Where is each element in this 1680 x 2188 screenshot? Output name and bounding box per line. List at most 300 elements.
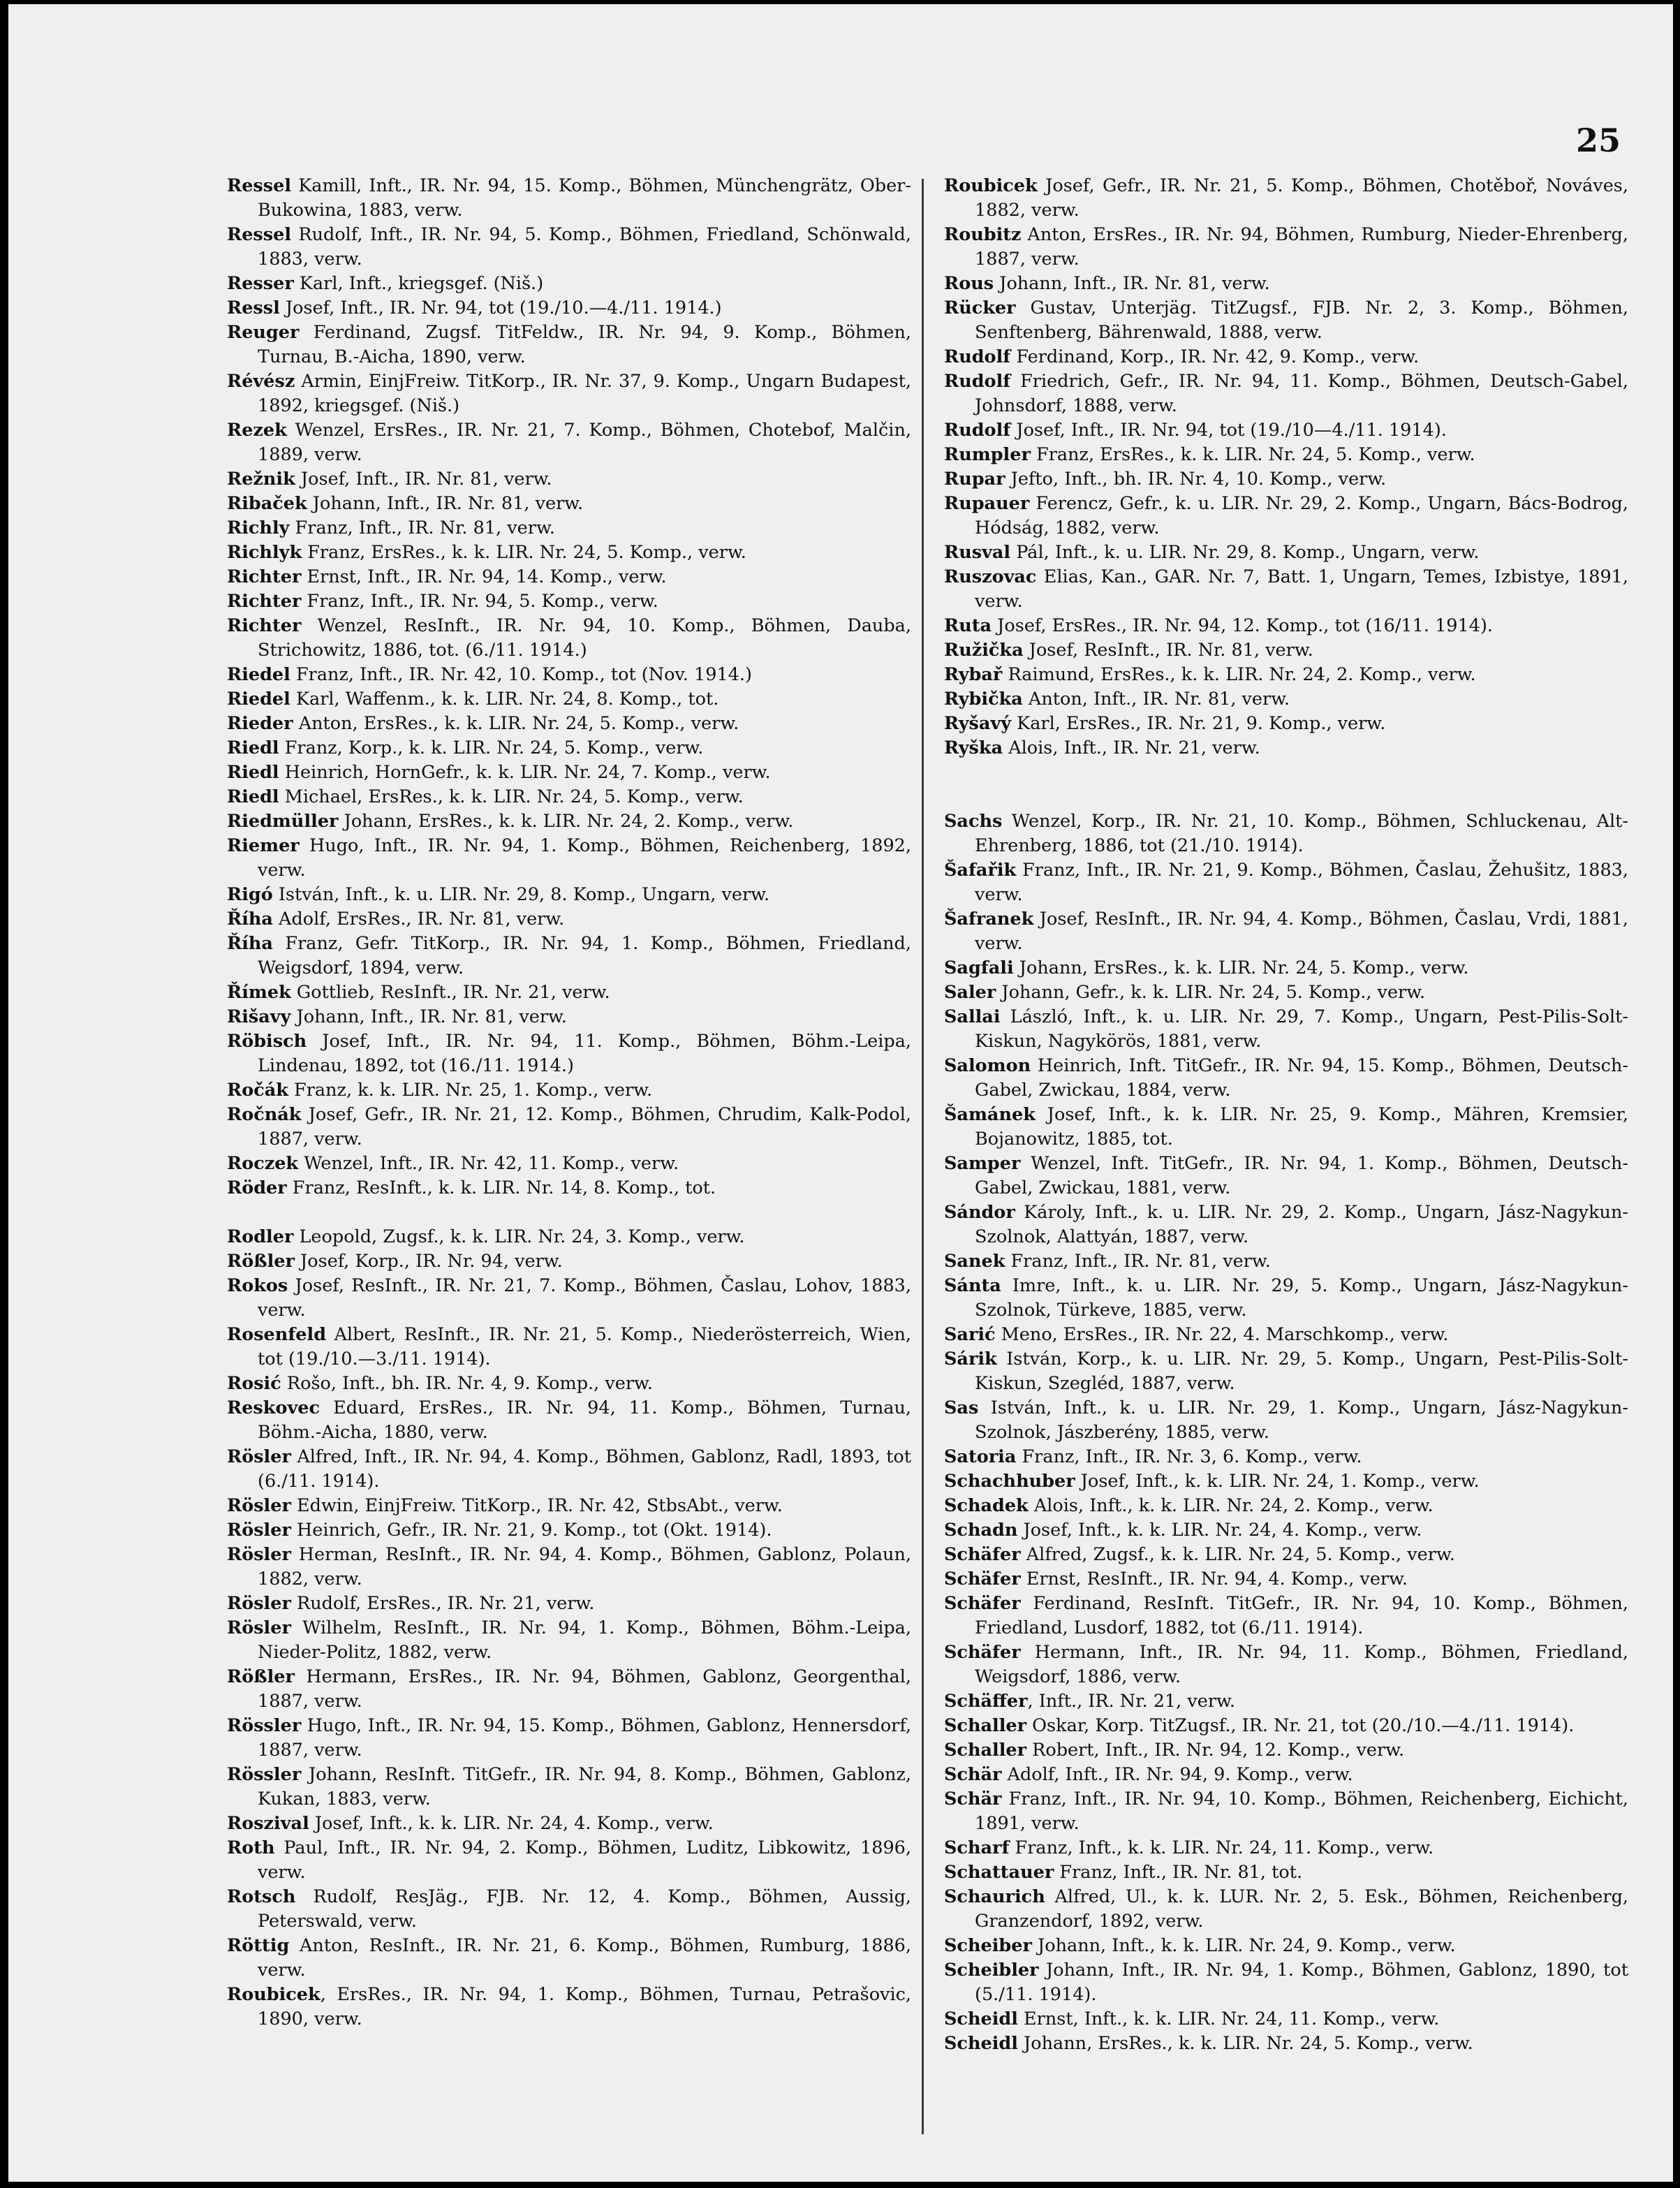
list-entry bbox=[227, 565, 911, 589]
entry-details: Franz, Inft., IR. Nr. 42, 10. Komp., tot (Nov. 1914.) bbox=[290, 664, 752, 685]
list-entry bbox=[944, 1152, 1628, 1201]
list-entry bbox=[944, 858, 1628, 907]
list-entry bbox=[227, 834, 911, 883]
list-entry bbox=[227, 1494, 911, 1518]
entry-details: Franz, ErsRes., k. k. LIR. Nr. 24, 5. Komp., verw. bbox=[1030, 444, 1475, 465]
entry-details: Alfred, Inft., IR. Nr. 94, 4. Komp., Böhmen, Gablonz, Radl, 1893, tot (6./11. 1914). bbox=[258, 1446, 911, 1492]
entry-surname: Ryška bbox=[944, 737, 1003, 758]
entry-surname: Roubicek bbox=[227, 1984, 320, 2005]
entry-surname: Sallai bbox=[944, 1006, 1001, 1027]
list-entry bbox=[227, 1249, 911, 1274]
list-entry bbox=[227, 174, 911, 223]
list-entry bbox=[944, 712, 1628, 736]
list-entry bbox=[944, 1054, 1628, 1103]
list-entry bbox=[944, 981, 1628, 1005]
entry-surname: Rupar bbox=[944, 469, 1005, 490]
list-entry bbox=[227, 809, 911, 834]
entry-surname: Sarić bbox=[944, 1324, 996, 1345]
entry-surname: Rezek bbox=[227, 420, 287, 441]
entry-surname: Schaller bbox=[944, 1740, 1027, 1761]
entry-surname: Schäfer bbox=[944, 1544, 1021, 1565]
entry-details: Josef, ResInft., IR. Nr. 81, verw. bbox=[1023, 640, 1313, 661]
entry-details: Leopold, Zugsf., k. k. LIR. Nr. 24, 3. Komp., verw. bbox=[293, 1226, 745, 1247]
entry-details: László, Inft., k. u. LIR. Nr. 29, 7. Komp., Ungarn, Pest-Pilis-Solt-Kiskun, Nagykörös, 1881, verw. bbox=[975, 1006, 1628, 1052]
entry-details: Adolf, ErsRes., IR. Nr. 81, verw. bbox=[272, 909, 565, 930]
entry-details: Franz, Gefr. TitKorp., IR. Nr. 94, 1. Komp., Böhmen, Friedland, Weigsdorf, 1894, verw. bbox=[258, 933, 911, 978]
entry-surname: Saler bbox=[944, 982, 996, 1003]
list-entry bbox=[227, 907, 911, 932]
entry-details: Ferdinand, Zugsf. TitFeldw., IR. Nr. 94, 9. Komp., Böhmen, Turnau, B.-Aicha, 1890, verw. bbox=[258, 322, 911, 367]
entry-details: Johann, Inft., IR. Nr. 81, verw. bbox=[290, 1006, 567, 1027]
entry-details: Josef, Gefr., IR. Nr. 21, 12. Komp., Böhmen, Chrudim, Kalk-Podol, 1887, verw. bbox=[258, 1104, 911, 1150]
list-entry bbox=[944, 1640, 1628, 1689]
entry-details: Johann, ErsRes., k. k. LIR. Nr. 24, 2. Komp., verw. bbox=[338, 811, 794, 832]
list-entry bbox=[227, 1714, 911, 1763]
entry-surname: Reuger bbox=[227, 322, 300, 343]
entry-details: Franz, Inft., IR. Nr. 81, tot. bbox=[1054, 1862, 1303, 1883]
entry-details: Friedrich, Gefr., IR. Nr. 94, 11. Komp., Böhmen, Deutsch-Gabel, Johnsdorf, 1888, verw. bbox=[975, 371, 1628, 416]
list-entry bbox=[944, 1738, 1628, 1763]
list-entry bbox=[944, 2032, 1628, 2056]
entry-surname: Ryšavý bbox=[944, 713, 1012, 734]
entry-details: Franz, Inft., IR. Nr. 21, 9. Komp., Böhmen, Časlau, Žehušitz, 1883, verw. bbox=[975, 860, 1628, 905]
entry-details: Alfred, Ul., k. k. LUR. Nr. 2, 5. Esk., Böhmen, Reichenberg, Granzendorf, 1892, verw. bbox=[975, 1886, 1628, 1932]
entry-details: Josef, Gefr., IR. Nr. 21, 5. Komp., Böhmen, Chotěboř, Nováves, 1882, verw. bbox=[975, 175, 1628, 221]
list-entry bbox=[944, 1787, 1628, 1836]
list-entry bbox=[227, 1812, 911, 1836]
list-entry bbox=[227, 1543, 911, 1592]
entry-details: Rudolf, ResJäg., FJB. Nr. 12, 4. Komp., Böhmen, Aussig, Peterswald, verw. bbox=[258, 1886, 911, 1932]
entry-surname: Ročnák bbox=[227, 1104, 302, 1125]
entry-surname: Röttig bbox=[227, 1935, 290, 1956]
entry-details: István, Inft., k. u. LIR. Nr. 29, 1. Komp., Ungarn, Jász-Nagykun-Szolnok, Jászberény, 1885, verw. bbox=[975, 1397, 1628, 1443]
list-entry bbox=[227, 614, 911, 663]
entry-surname: Ressel bbox=[227, 175, 292, 196]
entry-details: Josef, Inft., k. k. LIR. Nr. 24, 1. Komp., verw. bbox=[1075, 1471, 1480, 1492]
entry-details: Anton, Inft., IR. Nr. 81, verw. bbox=[1022, 689, 1290, 710]
list-entry bbox=[944, 1689, 1628, 1714]
list-entry bbox=[944, 1714, 1628, 1738]
entry-details: Rošo, Inft., bh. IR. Nr. 4, 9. Komp., verw. bbox=[281, 1373, 653, 1394]
entry-details: Karl, Waffenm., k. k. LIR. Nr. 24, 8. Komp., tot. bbox=[290, 689, 719, 710]
entry-surname: Ruta bbox=[944, 615, 992, 636]
list-entry bbox=[944, 345, 1628, 369]
right-column bbox=[944, 174, 1628, 2056]
list-entry bbox=[944, 1274, 1628, 1323]
entry-surname: Rössler bbox=[227, 1764, 302, 1785]
entry-surname: Riedmüller bbox=[227, 811, 339, 832]
list-entry bbox=[227, 1323, 911, 1372]
list-entry bbox=[227, 663, 911, 687]
entry-surname: Riedl bbox=[227, 737, 279, 758]
entry-surname: Röbisch bbox=[227, 1031, 307, 1052]
entry-surname: Rosić bbox=[227, 1373, 281, 1394]
list-entry bbox=[227, 516, 911, 541]
entry-details: Hermann, ErsRes., IR. Nr. 94, Böhmen, Gablonz, Georgenthal, 1887, verw. bbox=[258, 1666, 911, 1712]
entry-details: Franz, Inft., IR. Nr. 3, 6. Komp., verw. bbox=[1016, 1446, 1362, 1467]
list-entry bbox=[227, 1176, 911, 1201]
entry-surname: Rösler bbox=[227, 1617, 291, 1638]
entry-details: Rudolf, Inft., IR. Nr. 94, 5. Komp., Böhmen, Friedland, Schönwald, 1883, verw. bbox=[258, 224, 911, 270]
left-column bbox=[227, 174, 911, 2032]
entry-surname: Ročák bbox=[227, 1080, 288, 1101]
entry-details: , Inft., IR. Nr. 21, verw. bbox=[1027, 1691, 1235, 1712]
entry-details: Pál, Inft., k. u. LIR. Nr. 29, 8. Komp., Ungarn, verw. bbox=[1010, 542, 1480, 563]
entry-details: Heinrich, Inft. TitGefr., IR. Nr. 94, 15. Komp., Böhmen, Deutsch-Gabel, Zwickau, 1884, verw. bbox=[975, 1055, 1628, 1101]
entry-surname: Schäffer bbox=[944, 1691, 1028, 1712]
list-entry bbox=[944, 1958, 1628, 2007]
entry-details: Adolf, Inft., IR. Nr. 94, 9. Komp., verw. bbox=[1001, 1764, 1353, 1785]
entry-details: Wenzel, Inft. TitGefr., IR. Nr. 94, 1. Komp., Böhmen, Deutsch-Gabel, Zwickau, 1881, verw. bbox=[975, 1153, 1628, 1198]
entry-surname: Riedl bbox=[227, 762, 279, 783]
list-entry bbox=[227, 981, 911, 1005]
list-entry bbox=[944, 1103, 1628, 1152]
entry-surname: Röder bbox=[227, 1177, 287, 1198]
entry-surname: Roubicek bbox=[944, 175, 1038, 196]
list-entry bbox=[944, 443, 1628, 467]
entry-details: Josef, Inft., IR. Nr. 94, 11. Komp., Böhmen, Böhm.-Leipa, Lindenau, 1892, tot (16./11. 1914.) bbox=[258, 1031, 911, 1076]
entry-details: Elias, Kan., GAR. Nr. 7, Batt. 1, Ungarn, Temes, Izbistye, 1891, verw. bbox=[975, 566, 1628, 612]
list-entry bbox=[944, 1885, 1628, 1934]
entry-details: Albert, ResInft., IR. Nr. 21, 5. Komp., Niederösterreich, Wien, tot (19./10.—3./11. 1914). bbox=[258, 1324, 911, 1370]
entry-surname: Rudolf bbox=[944, 371, 1011, 392]
list-entry bbox=[227, 1934, 911, 1983]
entry-details: Oskar, Korp. TitZugsf., IR. Nr. 21, tot (20./10.—4./11. 1914). bbox=[1026, 1715, 1575, 1736]
entry-surname: Rigó bbox=[227, 884, 273, 905]
entry-surname: Ribaček bbox=[227, 493, 307, 514]
entry-surname: Schäfer bbox=[944, 1642, 1021, 1663]
entry-surname: Roth bbox=[227, 1837, 275, 1858]
list-entry bbox=[944, 418, 1628, 443]
entry-details: Edwin, EinjFreiw. TitKorp., IR. Nr. 42, StbsAbt., verw. bbox=[290, 1495, 783, 1516]
list-entry bbox=[227, 1445, 911, 1494]
entry-surname: Riedel bbox=[227, 689, 290, 710]
list-entry bbox=[944, 736, 1628, 761]
entry-details: Johann, Inft., IR. Nr. 94, 1. Komp., Böhmen, Gablonz, 1890, tot (5./11. 1914). bbox=[975, 1960, 1628, 2005]
list-entry bbox=[944, 296, 1628, 345]
entry-details: Johann, ResInft. TitGefr., IR. Nr. 94, 8. Komp., Böhmen, Gablonz, Kukan, 1883, verw. bbox=[258, 1764, 911, 1809]
list-entry bbox=[227, 321, 911, 369]
entry-surname: Scheibler bbox=[944, 1960, 1039, 1981]
entry-details: Wenzel, ErsRes., IR. Nr. 21, 7. Komp., Böhmen, Chotebof, Malčin, 1889, verw. bbox=[258, 420, 911, 465]
entry-details: Josef, Inft., k. k. LIR. Nr. 24, 4. Komp., verw. bbox=[1017, 1520, 1422, 1541]
list-entry bbox=[944, 467, 1628, 492]
entry-details: Kamill, Inft., IR. Nr. 94, 15. Komp., Böhmen, Münchengrätz, Ober-Bukowina, 1883, verw. bbox=[258, 175, 911, 221]
list-entry bbox=[944, 907, 1628, 956]
list-entry bbox=[227, 712, 911, 736]
entry-details: Johann, ErsRes., k. k. LIR. Nr. 24, 5. Komp., verw. bbox=[1017, 2033, 1473, 2054]
entry-surname: Rokos bbox=[227, 1275, 288, 1296]
entry-details: Josef, Inft., IR. Nr. 94, tot (19./10.—4./11. 1914.) bbox=[279, 298, 722, 318]
list-entry bbox=[944, 687, 1628, 712]
entry-surname: Reskovec bbox=[227, 1397, 320, 1418]
entry-details: Wenzel, ResInft., IR. Nr. 94, 10. Komp., Böhmen, Dauba, Strichowitz, 1886, tot. (6./11. 1914.) bbox=[258, 615, 911, 661]
entry-details: Josef, Inft., k. k. LIR. Nr. 24, 4. Komp., verw. bbox=[309, 1813, 714, 1834]
entry-details: Jefto, Inft., bh. IR. Nr. 4, 10. Komp., verw. bbox=[1005, 469, 1387, 490]
entry-surname: Riemer bbox=[227, 835, 300, 856]
entry-surname: Roubitz bbox=[944, 224, 1022, 245]
entry-surname: Révész bbox=[227, 371, 295, 392]
list-entry bbox=[944, 541, 1628, 565]
column-divider bbox=[922, 179, 924, 2134]
list-entry bbox=[227, 1763, 911, 1812]
entry-details: Ferdinand, ResInft. TitGefr., IR. Nr. 94, 10. Komp., Böhmen, Friedland, Lusdorf, 1882, tot (6./11. 1914). bbox=[975, 1593, 1628, 1638]
entry-details: Wenzel, Korp., IR. Nr. 21, 10. Komp., Böhmen, Schluckenau, Alt-Ehrenberg, 1886, tot (21./10. 1914). bbox=[975, 811, 1628, 856]
entry-surname: Rupauer bbox=[944, 493, 1030, 514]
entry-surname: Rößler bbox=[227, 1666, 295, 1687]
entry-surname: Rišavy bbox=[227, 1006, 291, 1027]
entry-details: Franz, Inft., IR. Nr. 94, 5. Komp., verw. bbox=[301, 591, 658, 612]
list-entry bbox=[944, 1396, 1628, 1445]
entry-details: Josef, Korp., IR. Nr. 94, verw. bbox=[294, 1251, 563, 1272]
entry-surname: Říha bbox=[227, 933, 273, 954]
entry-surname: Rücker bbox=[944, 298, 1016, 318]
entry-surname: Schäfer bbox=[944, 1569, 1021, 1589]
entry-details: Josef, ResInft., IR. Nr. 94, 4. Komp., Böhmen, Časlau, Vrdi, 1881, verw. bbox=[975, 909, 1628, 954]
entry-surname: Rudolf bbox=[944, 346, 1011, 367]
section-gap bbox=[227, 1201, 911, 1225]
entry-surname: Sánta bbox=[944, 1275, 1001, 1296]
list-entry bbox=[227, 1836, 911, 1885]
entry-details: Anton, ErsRes., IR. Nr. 94, Böhmen, Rumburg, Nieder-Ehrenberg, 1887, verw. bbox=[975, 224, 1628, 270]
entry-surname: Schär bbox=[944, 1764, 1002, 1785]
list-entry bbox=[944, 174, 1628, 223]
list-entry bbox=[944, 614, 1628, 638]
entry-surname: Ruszovac bbox=[944, 566, 1037, 587]
entry-details: Franz, Korp., k. k. LIR. Nr. 24, 5. Komp., verw. bbox=[279, 737, 704, 758]
list-entry bbox=[227, 589, 911, 614]
entry-surname: Satoria bbox=[944, 1446, 1017, 1467]
list-entry bbox=[227, 272, 911, 296]
section-gap bbox=[944, 761, 1628, 809]
entry-surname: Šafařik bbox=[944, 860, 1017, 881]
list-entry bbox=[227, 932, 911, 981]
list-entry bbox=[944, 1543, 1628, 1567]
entry-details: Wilhelm, ResInft., IR. Nr. 94, 1. Komp., Böhmen, Böhm.-Leipa, Nieder-Politz, 1882, verw. bbox=[258, 1617, 911, 1663]
list-entry bbox=[944, 1836, 1628, 1860]
list-entry bbox=[227, 296, 911, 321]
list-entry bbox=[944, 1469, 1628, 1494]
entry-details: Franz, Inft., IR. Nr. 81, verw. bbox=[289, 517, 555, 538]
entry-details: Michael, ErsRes., k. k. LIR. Nr. 24, 5. Komp., verw. bbox=[279, 786, 744, 807]
entry-details: Josef, Inft., k. k. LIR. Nr. 25, 9. Komp., Mähren, Kremsier, Bojanowitz, 1885, tot. bbox=[975, 1104, 1628, 1150]
list-entry bbox=[227, 467, 911, 492]
entry-surname: Rösler bbox=[227, 1495, 291, 1516]
entry-surname: Šamánek bbox=[944, 1104, 1036, 1125]
list-entry bbox=[227, 1078, 911, 1103]
list-entry bbox=[227, 1225, 911, 1249]
list-entry bbox=[227, 1005, 911, 1029]
page-number: 25 bbox=[1576, 122, 1621, 159]
entry-details: Ernst, Inft., IR. Nr. 94, 14. Komp., verw. bbox=[301, 566, 667, 587]
entry-details: Johann, ErsRes., k. k. LIR. Nr. 24, 5. Komp., verw. bbox=[1013, 957, 1469, 978]
list-entry bbox=[944, 1201, 1628, 1249]
entry-details: Franz, k. k. LIR. Nr. 25, 1. Komp., verw. bbox=[288, 1080, 653, 1101]
list-entry bbox=[944, 1005, 1628, 1054]
list-entry bbox=[944, 1934, 1628, 1958]
entry-surname: Salomon bbox=[944, 1055, 1031, 1076]
list-entry bbox=[944, 956, 1628, 981]
entry-details: Heinrich, Gefr., IR. Nr. 21, 9. Komp., tot (Okt. 1914). bbox=[290, 1520, 772, 1541]
entry-details: Ferencz, Gefr., k. u. LIR. Nr. 29, 2. Komp., Ungarn, Bács-Bodrog, Hódság, 1882, verw. bbox=[975, 493, 1628, 538]
entry-details: , ErsRes., IR. Nr. 94, 1. Komp., Böhmen, Turnau, Petrašovic, 1890, verw. bbox=[258, 1984, 911, 2029]
list-entry bbox=[944, 1445, 1628, 1469]
entry-surname: Resser bbox=[227, 273, 294, 294]
entry-details: Ferdinand, Korp., IR. Nr. 42, 9. Komp., verw. bbox=[1010, 346, 1420, 367]
entry-surname: Rybička bbox=[944, 689, 1023, 710]
list-entry bbox=[227, 1274, 911, 1323]
list-entry bbox=[944, 369, 1628, 418]
entry-details: Franz, ResInft., k. k. LIR. Nr. 14, 8. Komp., tot. bbox=[286, 1177, 716, 1198]
list-entry bbox=[227, 1518, 911, 1543]
entry-surname: Samper bbox=[944, 1153, 1021, 1174]
entry-details: Johann, Gefr., k. k. LIR. Nr. 24, 5. Komp., verw. bbox=[996, 982, 1426, 1003]
list-entry bbox=[227, 1103, 911, 1152]
entry-surname: Rudolf bbox=[944, 420, 1011, 441]
entry-details: Franz, ErsRes., k. k. LIR. Nr. 24, 5. Komp., verw. bbox=[302, 542, 746, 563]
entry-details: Robert, Inft., IR. Nr. 94, 12. Komp., verw. bbox=[1026, 1740, 1405, 1761]
entry-surname: Schachhuber bbox=[944, 1471, 1075, 1492]
entry-details: Hugo, Inft., IR. Nr. 94, 1. Komp., Böhmen, Reichenberg, 1892, verw. bbox=[258, 835, 911, 881]
entry-surname: Sagfali bbox=[944, 957, 1014, 978]
list-entry bbox=[944, 1249, 1628, 1274]
list-entry bbox=[227, 736, 911, 761]
entry-surname: Richly bbox=[227, 517, 290, 538]
entry-details: Hermann, Inft., IR. Nr. 94, 11. Komp., Böhmen, Friedland, Weigsdorf, 1886, verw. bbox=[975, 1642, 1628, 1687]
list-entry bbox=[227, 541, 911, 565]
list-entry bbox=[227, 492, 911, 516]
entry-surname: Ressel bbox=[227, 224, 292, 245]
entry-surname: Richter bbox=[227, 615, 302, 636]
list-entry bbox=[944, 1347, 1628, 1396]
entry-surname: Římek bbox=[227, 982, 291, 1003]
list-entry bbox=[944, 1518, 1628, 1543]
entry-surname: Říha bbox=[227, 909, 273, 930]
list-entry bbox=[944, 565, 1628, 614]
entry-details: Josef, Inft., IR. Nr. 94, tot (19./10—4./11. 1914). bbox=[1010, 420, 1447, 441]
entry-surname: Sándor bbox=[944, 1202, 1015, 1223]
entry-details: Alois, Inft., IR. Nr. 21, verw. bbox=[1003, 737, 1260, 758]
entry-details: Heinrich, HornGefr., k. k. LIR. Nr. 24, 7. Komp., verw. bbox=[279, 762, 771, 783]
list-entry bbox=[227, 1152, 911, 1176]
entry-details: Josef, Inft., IR. Nr. 81, verw. bbox=[295, 469, 552, 490]
list-entry bbox=[227, 1029, 911, 1078]
entry-surname: Rösler bbox=[227, 1520, 291, 1541]
list-entry bbox=[227, 1396, 911, 1445]
list-entry bbox=[227, 418, 911, 467]
entry-details: Eduard, ErsRes., IR. Nr. 94, 11. Komp., Böhmen, Turnau, Böhm.-Aicha, 1880, verw. bbox=[258, 1397, 911, 1443]
list-entry bbox=[944, 1323, 1628, 1347]
entry-details: Károly, Inft., k. u. LIR. Nr. 29, 2. Komp., Ungarn, Jász-Nagykun-Szolnok, Alattyán, 1887, verw. bbox=[975, 1202, 1628, 1247]
list-entry bbox=[227, 883, 911, 907]
entry-surname: Rosenfeld bbox=[227, 1324, 327, 1345]
entry-details: Ernst, ResInft., IR. Nr. 94, 4. Komp., verw. bbox=[1020, 1569, 1408, 1589]
entry-details: Franz, Inft., IR. Nr. 94, 10. Komp., Böhmen, Reichenberg, Eichicht, 1891, verw. bbox=[975, 1789, 1628, 1834]
entry-surname: Richter bbox=[227, 591, 302, 612]
entry-details: Johann, Inft., IR. Nr. 81, verw. bbox=[994, 273, 1270, 294]
entry-details: Alois, Inft., k. k. LIR. Nr. 24, 2. Komp., verw. bbox=[1028, 1495, 1434, 1516]
entry-details: Ernst, Inft., k. k. LIR. Nr. 24, 11. Komp., verw. bbox=[1017, 2009, 1440, 2029]
entry-surname: Sachs bbox=[944, 811, 1003, 832]
document-page bbox=[8, 4, 1673, 2182]
entry-surname: Scheiber bbox=[944, 1935, 1032, 1956]
entry-surname: Rous bbox=[944, 273, 994, 294]
entry-details: Anton, ResInft., IR. Nr. 21, 6. Komp., Böhmen, Rumburg, 1886, verw. bbox=[258, 1935, 911, 1981]
list-entry bbox=[944, 1567, 1628, 1592]
entry-details: Rudolf, ErsRes., IR. Nr. 21, verw. bbox=[290, 1593, 595, 1614]
entry-details: Gustav, Unterjäg. TitZugsf., FJB. Nr. 2, 3. Komp., Böhmen, Senftenberg, Bährenwald, 1888, verw. bbox=[975, 298, 1628, 343]
list-entry bbox=[944, 638, 1628, 663]
entry-surname: Rodler bbox=[227, 1226, 294, 1247]
entry-surname: Rösler bbox=[227, 1446, 291, 1467]
entry-details: István, Korp., k. u. LIR. Nr. 29, 5. Komp., Ungarn, Pest-Pilis-Solt-Kiskun, Szegléd, 1887, verw. bbox=[975, 1349, 1628, 1394]
list-entry bbox=[227, 761, 911, 785]
entry-details: Franz, Inft., k. k. LIR. Nr. 24, 11. Komp., verw. bbox=[1009, 1837, 1434, 1858]
entry-details: Imre, Inft., k. u. LIR. Nr. 29, 5. Komp., Ungarn, Jász-Nagykun-Szolnok, Türkeve, 1885, verw. bbox=[975, 1275, 1628, 1321]
entry-details: Alfred, Zugsf., k. k. LIR. Nr. 24, 5. Komp., verw. bbox=[1020, 1544, 1455, 1565]
list-entry bbox=[227, 785, 911, 809]
entry-details: Anton, ErsRes., k. k. LIR. Nr. 24, 5. Komp., verw. bbox=[293, 713, 739, 734]
entry-surname: Rieder bbox=[227, 713, 293, 734]
list-entry bbox=[227, 1592, 911, 1616]
entry-surname: Schattauer bbox=[944, 1862, 1054, 1883]
entry-surname: Roszival bbox=[227, 1813, 309, 1834]
list-entry bbox=[944, 272, 1628, 296]
entry-surname: Ressl bbox=[227, 298, 280, 318]
entry-surname: Sas bbox=[944, 1397, 979, 1418]
entry-surname: Richter bbox=[227, 566, 302, 587]
list-entry bbox=[227, 1885, 911, 1934]
entry-surname: Riedl bbox=[227, 786, 279, 807]
list-entry bbox=[227, 369, 911, 418]
entry-surname: Schaller bbox=[944, 1715, 1027, 1736]
list-entry bbox=[944, 2007, 1628, 2032]
entry-surname: Rössler bbox=[227, 1715, 302, 1736]
list-entry bbox=[227, 1983, 911, 2032]
entry-details: Josef, ResInft., IR. Nr. 21, 7. Komp., Böhmen, Časlau, Lohov, 1883, verw. bbox=[258, 1275, 911, 1321]
entry-details: Johann, Inft., IR. Nr. 81, verw. bbox=[307, 493, 584, 514]
list-entry bbox=[227, 1616, 911, 1665]
list-entry bbox=[227, 1665, 911, 1714]
list-entry bbox=[944, 663, 1628, 687]
list-entry bbox=[227, 687, 911, 712]
entry-surname: Šafranek bbox=[944, 909, 1034, 930]
list-entry bbox=[944, 1763, 1628, 1787]
entry-details: Franz, Inft., IR. Nr. 81, verw. bbox=[1005, 1251, 1271, 1272]
list-entry bbox=[944, 1860, 1628, 1885]
entry-surname: Richlyk bbox=[227, 542, 302, 563]
entry-details: Johann, Inft., k. k. LIR. Nr. 24, 9. Komp., verw. bbox=[1031, 1935, 1456, 1956]
entry-surname: Schäfer bbox=[944, 1593, 1021, 1614]
entry-details: Karl, ErsRes., IR. Nr. 21, 9. Komp., verw. bbox=[1011, 713, 1386, 734]
entry-details: Paul, Inft., IR. Nr. 94, 2. Komp., Böhmen, Luditz, Libkowitz, 1896, verw. bbox=[258, 1837, 911, 1883]
entry-surname: Riedel bbox=[227, 664, 290, 685]
entry-surname: Schaurich bbox=[944, 1886, 1045, 1907]
entry-surname: Scheidl bbox=[944, 2033, 1018, 2054]
entry-details: Josef, ErsRes., IR. Nr. 94, 12. Komp., tot (16/11. 1914). bbox=[992, 615, 1494, 636]
entry-surname: Rösler bbox=[227, 1593, 291, 1614]
entry-surname: Sárik bbox=[944, 1349, 997, 1370]
entry-surname: Scharf bbox=[944, 1837, 1010, 1858]
list-entry bbox=[944, 1494, 1628, 1518]
entry-surname: Roczek bbox=[227, 1153, 299, 1174]
entry-surname: Rotsch bbox=[227, 1886, 296, 1907]
entry-details: Wenzel, Inft., IR. Nr. 42, 11. Komp., verw. bbox=[298, 1153, 679, 1174]
list-entry bbox=[227, 223, 911, 272]
entry-details: Karl, Inft., kriegsgef. (Niš.) bbox=[293, 273, 544, 294]
list-entry bbox=[944, 492, 1628, 541]
list-entry bbox=[944, 1592, 1628, 1640]
